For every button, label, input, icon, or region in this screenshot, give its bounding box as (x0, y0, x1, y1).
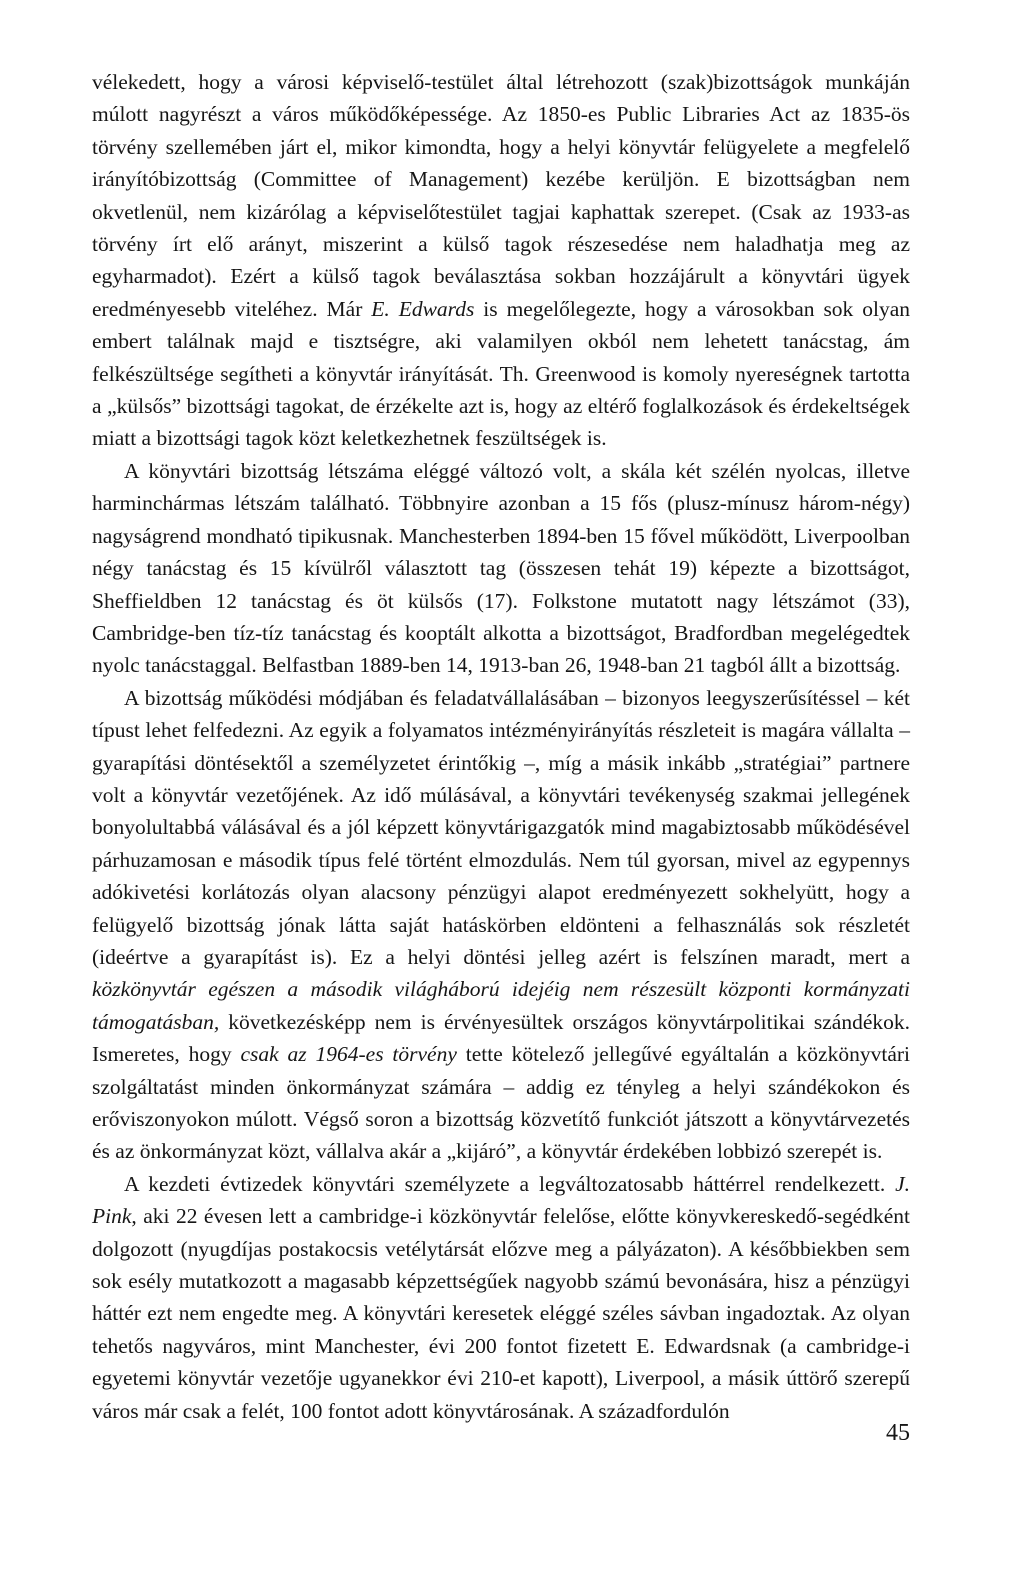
italic-text: J. Pink (92, 1171, 910, 1229)
paragraph (92, 1168, 910, 1427)
paragraph (92, 66, 910, 455)
text-run: tette kötelező jellegűvé egyáltalán a közkönyvtári szolgáltatást minden önkormányzat számára – addig ez tényleg a helyi szándékokon és erőviszonyokon múlott. Végső soron a bizottság közvetítő funkciót játszott a könyvtárvezetés és az önkormányzat közt, vállalva akár a „kijáró”, a könyvtár érdekében lobbizó szerepét is. (92, 1042, 910, 1164)
text-run: A könyvtári bizottság létszáma eléggé változó volt, a skála két szélén nyolcas, illetve harminchármas létszám található. Többnyire azonban a 15 fős (plusz-mínusz három-négy) nagyságrend mondható tipikusnak. Manchesterben 1894-ben 15 fővel működött, Liverpoolban négy tanácstag és 15 kívülről választott tag (összesen tehát 19) képezte a bizottságot, Sheffieldben 12 tanácstag és öt külsős (17). Folkstone mutatott nagy létszámot (33), Cambridge-ben tíz-tíz tanácstag és kooptált alkotta a bizottságot, Bradfordban megelégedtek nyolc tanácstaggal. Belfastban 1889-ben 14, 1913-ban 26, 1948-ban 21 tagból állt a bizottság. (92, 458, 910, 678)
text-run: , aki 22 évesen lett a cambridge-i közkönyvtár felelőse, előtte könyvkereskedő-segédként dolgozott (nyugdíjas postakocsis vetélytársát előzve meg a pályázaton). A későbbiekben sem sok esély mutatkozott a magasabb képzettségűek nagyobb számú bevonására, hisz a pénzügyi háttér ezt nem engedte meg. A könyvtári keresetek eléggé széles sávban ingadoztak. Az olyan tehetős nagyváros, mint Manchester, évi 200 fontot fizetett E. Edwardsnak (a cambridge-i egyetemi könyvtár vezetője ugyanekkor évi 210-et kapott), Liverpool, a másik úttörő szerepű város már csak a felét, 100 fontot adott könyvtárosának. A századfordulón (92, 1204, 910, 1423)
body-text (92, 66, 910, 1427)
text-run: A kezdeti évtizedek könyvtári személyzete a legváltozatosabb háttérrel rendelkezett. (124, 1171, 896, 1196)
text-run: is megelőlegezte, hogy a városokban sok olyan embert találnak majd e tisztségre, aki valamilyen okból nem lehetett tanácstag, ám felkészültsége segítheti a könyvtár irányítását. Th. Greenwood is komoly nyereségnek tartotta a „külsős” bizottsági tagokat, de érzékelte azt is, hogy az eltérő foglalkozások és érdekeltségek miatt a bizottsági tagok közt keletkezhetnek feszültségek is. (92, 296, 911, 451)
text-run: A bizottság működési módjában és feladatvállalásában – bizonyos leegyszerűsítéssel – két típust lehet felfedezni. Az egyik a folyamatos intézményirányítás részleteit is magára vállalta – gyarapítási döntésektől a személyzetet érintőkig –, míg a másik inkább „stratégiai” partnere volt a könyvtár vezetőjének. Az idő múlásával, a könyvtári tevékenység szakmai jellegének bonyolultabbá válásával és a jól képzett könyvtárigazgatók mind magabiztosabb működésével párhuzamosan e második típus felé történt elmozdulás. Nem túl gyorsan, mivel az egypennys adókivetési korlátozás olyan alacsony pénzügyi alapot eredményezett sokhelyütt, hogy a felügyelő bizottság jónak látta saját hatáskörben eldönteni a felhasználás sok részletét (ideértve a gyarapítást is). Ez a helyi döntési jelleg azért is felszínen maradt, mert a (92, 685, 910, 969)
italic-text: E. Edwards (371, 296, 475, 321)
text-run: vélekedett, hogy a városi képviselő-testület által létrehozott (szak)bizottságok munkáján múlott nagyrészt a város működőképessége. Az 1850-es Public Libraries Act az 1835-ös törvény szellemében járt el, mikor kimondta, hogy a helyi könyvtár felügyelete a megfelelő irányítóbizottság (Committee of Management) kezébe kerüljön. E bizottságban nem okvetlenül, nem kizárólag a képviselőtestület tagjai kaphattak szerepet. (Csak az 1933-as törvény írt elő arányt, miszerint a külső tagok részesedése nem haladhatja meg az egyharmadot). Ezért a külső tagok beválasztása sokban hozzájárult a könyvtári ügyek eredményesebb viteléhez. Már (92, 70, 910, 321)
text-run: következésképp nem is érvényesültek országos könyvtárpolitikai szándékok. Ismeretes, hogy (92, 1009, 910, 1067)
page-number: 45 (886, 1420, 910, 1446)
italic-text: csak az 1964-es törvény (240, 1042, 457, 1067)
italic-text: közkönyvtár egészen a második világháború idejéig nem részesült központi kormányzati támogatásban, (92, 977, 910, 1034)
paragraph (92, 455, 910, 682)
paragraph (92, 682, 910, 1168)
